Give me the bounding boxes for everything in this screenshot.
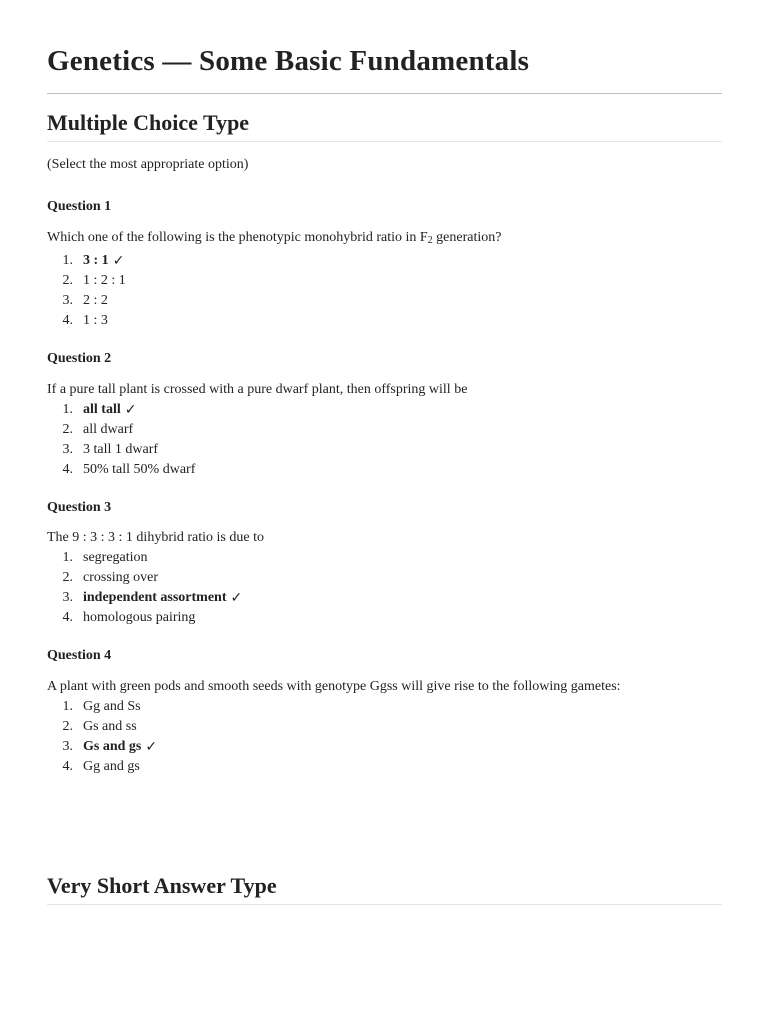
checkmark-icon: ✓ xyxy=(145,739,158,755)
correct-option-text: Gs and gs xyxy=(83,739,142,754)
option-number: 1. xyxy=(62,550,73,565)
answer-option xyxy=(47,460,722,480)
option-number: 1. xyxy=(62,402,73,417)
section-divider xyxy=(47,141,722,142)
option-text: Gs and ss xyxy=(83,719,137,734)
title-divider xyxy=(47,93,722,94)
page-title: Genetics — Some Basic Fundamentals xyxy=(47,45,530,77)
option-number: 4. xyxy=(62,313,73,328)
option-number: 4. xyxy=(62,462,73,477)
correct-option-text: 3 : 1 xyxy=(83,253,109,268)
answer-option xyxy=(47,588,722,608)
answer-option xyxy=(47,608,722,628)
answer-option xyxy=(47,291,722,311)
option-text: crossing over xyxy=(83,570,159,585)
section-divider-2 xyxy=(47,904,722,905)
option-text: 3 tall 1 dwarf xyxy=(83,442,159,457)
answer-option xyxy=(47,251,722,271)
answer-option xyxy=(47,271,722,291)
option-text: Gg and gs xyxy=(83,759,140,774)
question-1-text-end: generation? xyxy=(432,230,502,245)
section-spacer xyxy=(47,777,722,872)
answer-option xyxy=(47,737,722,757)
option-text: 1 : 3 xyxy=(83,313,108,328)
answer-option xyxy=(47,697,722,717)
question-3-label: Question 3 xyxy=(47,500,112,515)
option-text: 1 : 2 : 1 xyxy=(83,273,126,288)
answer-option xyxy=(47,757,722,777)
answer-option xyxy=(47,568,722,588)
option-text: Gg and Ss xyxy=(83,699,141,714)
option-number: 3. xyxy=(62,293,73,308)
option-text: homologous pairing xyxy=(83,610,196,625)
checkmark-icon: ✓ xyxy=(112,253,125,269)
document-page xyxy=(47,0,722,913)
correct-option-text: independent assortment xyxy=(83,590,227,605)
answer-option xyxy=(47,420,722,440)
option-number: 3. xyxy=(62,739,73,754)
question-3-options xyxy=(47,548,722,628)
answer-option xyxy=(47,717,722,737)
option-number: 2. xyxy=(62,422,73,437)
question-3-text: The 9 : 3 : 3 : 1 dihybrid ratio is due to xyxy=(47,530,264,545)
answer-option xyxy=(47,440,722,460)
option-text: segregation xyxy=(83,550,148,565)
checkmark-icon: ✓ xyxy=(230,590,243,606)
question-4-text: A plant with green pods and smooth seeds with genotype Ggss will give rise to the following gametes: xyxy=(47,679,621,694)
correct-option-text: all tall xyxy=(83,402,121,417)
option-number: 2. xyxy=(62,719,73,734)
answer-option xyxy=(47,311,722,331)
question-4-label: Question 4 xyxy=(47,648,112,663)
section-heading-very-short-answer: Very Short Answer Type xyxy=(47,873,277,898)
question-2-label: Question 2 xyxy=(47,351,112,366)
option-number: 1. xyxy=(62,699,73,714)
question-2-options xyxy=(47,400,722,480)
option-text: all dwarf xyxy=(83,422,134,437)
question-2-text: If a pure tall plant is crossed with a pure dwarf plant, then offspring will be xyxy=(47,382,468,397)
option-number: 4. xyxy=(62,610,73,625)
question-1-subscript: 2 xyxy=(427,235,433,246)
question-4-options xyxy=(47,697,722,777)
section-heading-multiple-choice: Multiple Choice Type xyxy=(47,110,250,135)
option-number: 4. xyxy=(62,759,73,774)
checkmark-icon: ✓ xyxy=(124,402,137,418)
question-1-text-main: Which one of the following is the phenotypic monohybrid ratio in F xyxy=(47,230,428,245)
option-number: 2. xyxy=(62,273,73,288)
answer-option xyxy=(47,548,722,568)
question-1-label: Question 1 xyxy=(47,199,112,214)
option-text: 2 : 2 xyxy=(83,293,108,308)
option-number: 2. xyxy=(62,570,73,585)
option-number: 1. xyxy=(62,253,73,268)
instruction-note: (Select the most appropriate option) xyxy=(47,157,249,172)
question-1-text xyxy=(47,228,722,251)
question-1-options xyxy=(47,251,722,331)
option-text: 50% tall 50% dwarf xyxy=(83,462,196,477)
answer-option xyxy=(47,400,722,420)
option-number: 3. xyxy=(62,590,73,605)
option-number: 3. xyxy=(62,442,73,457)
